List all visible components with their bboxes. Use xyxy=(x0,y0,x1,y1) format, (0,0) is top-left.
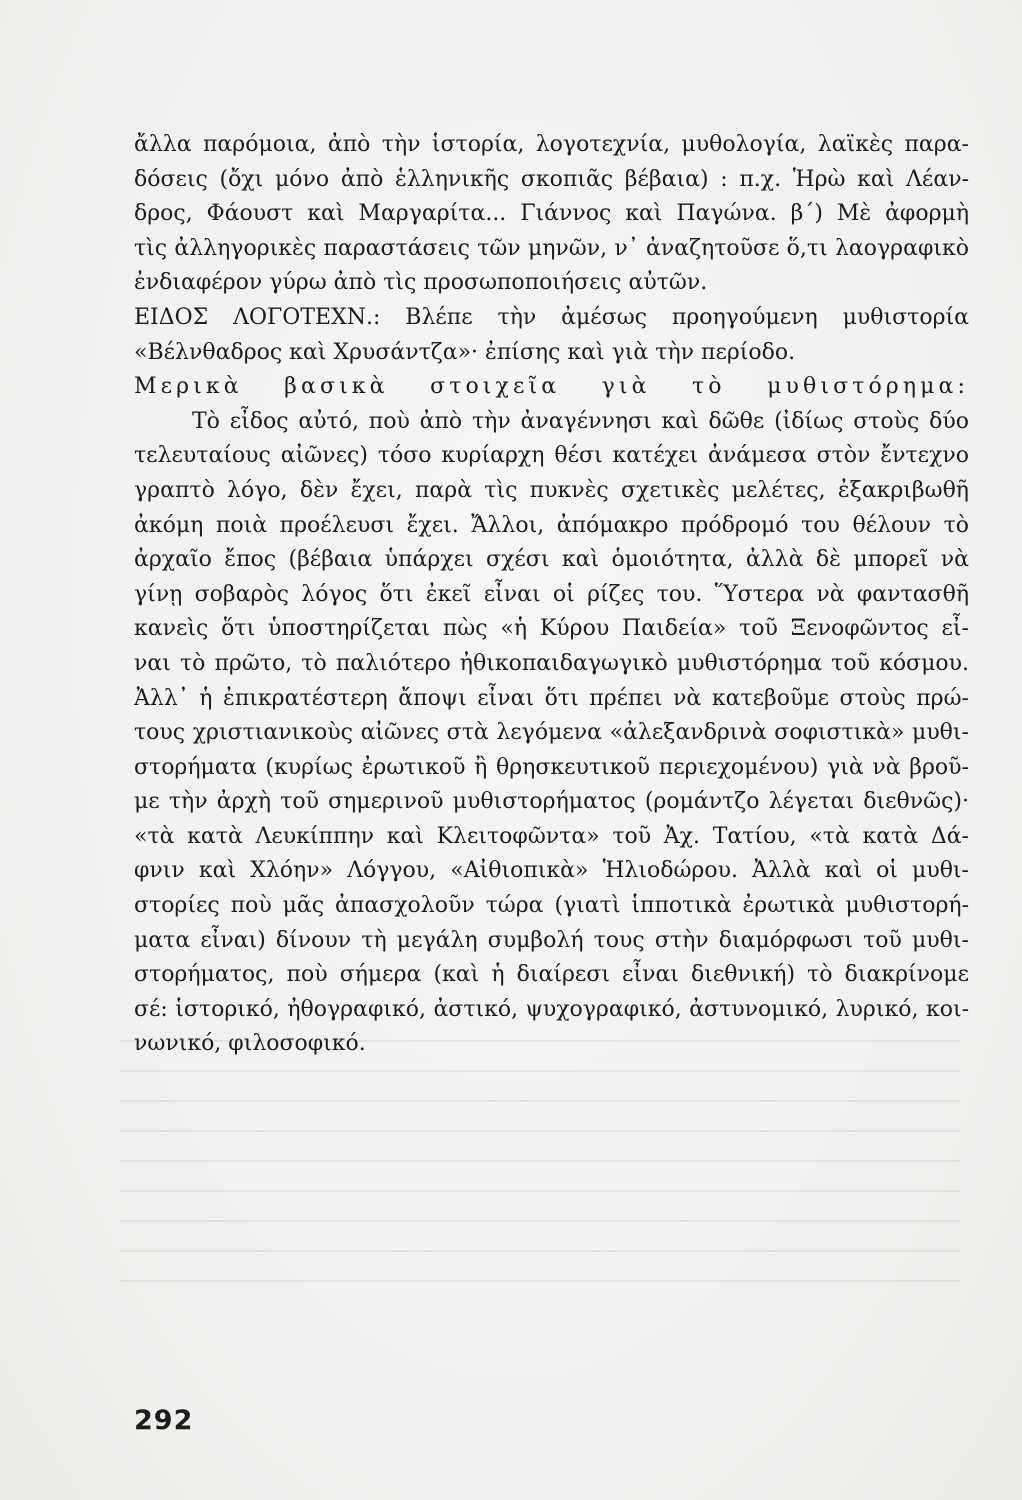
text-line: «Βέλνθαδρος καὶ Χρυσάντζα»· ἐπίσης καὶ γιὰ τὴν περίοδο. xyxy=(134,339,796,365)
text-line: γίνῃ σοβαρὸς λόγος ὅτι ἐκεῖ εἶναι οἱ ρίζες του. Ὕστερα νὰ φαντασθῆ xyxy=(134,581,969,607)
text-line: φνιν καὶ Χλόην» Λόγγου, «Αἰθιοπικὰ» Ἡλιοδώρου. Ἀλλὰ καὶ οἱ μυθι- xyxy=(134,858,969,884)
text-line: κανεὶς ὅτι ὑποστηρίζεται πὼς «ἡ Κύρου Παιδεία» τοῦ Ξενοφῶντος εἶ- xyxy=(134,616,969,642)
text-line: ἀρχαῖο ἔπος (βέβαια ὑπάρχει σχέσι καὶ ὁμοιότητα, ἀλλὰ δὲ μπορεῖ νὰ xyxy=(134,547,969,573)
text-line: με τὴν ἀρχὴ τοῦ σημερινοῦ μυθιστορήματος (ρομάντζο λέγεται διεθνῶς)· xyxy=(134,789,969,815)
text-line: ἀκόμη ποιὰ προέλευσι ἔχει. Ἄλλοι, ἀπόμακρο πρόδρομό του θέλουν τὸ xyxy=(134,512,969,538)
text-line: στορήματα (κυρίως ἐρωτικοῦ ἢ θρησκευτικοῦ περιεχομένου) γιὰ νὰ βροῦ- xyxy=(134,754,969,780)
page-number: 292 xyxy=(134,1405,194,1436)
section-heading-line: ΕΙΔΟΣ ΛΟΓΟΤΕΧΝ.: Βλέπε τὴν ἀμέσως προηγούμενη μυθιστορία xyxy=(134,304,969,330)
text-line: τους χριστιανικοὺς αἰῶνες στὰ λεγόμενα «ἀλεξανδρινὰ σοφιστικὰ» μυθι- xyxy=(134,720,969,746)
text-line: στορίες ποὺ μᾶς ἀπασχολοῦν τώρα (γιατὶ ἱπποτικὰ ἐρωτικὰ μυθιστορή- xyxy=(134,893,969,919)
text-line: «τὰ κατὰ Λευκίππην καὶ Κλειτοφῶντα» τοῦ Ἀχ. Τατίου, «τὰ κατὰ Δά- xyxy=(134,823,969,849)
text-line: Ἀλλ᾽ ἡ ἐπικρατέστερη ἄποψι εἶναι ὅτι πρέπει νὰ κατεβοῦμε στοὺς πρώ- xyxy=(134,685,969,711)
text-line: ναι τὸ πρῶτο, τὸ παλιότερο ἠθικοπαιδαγωγικὸ μυθιστόρημα τοῦ κόσμου. xyxy=(134,650,969,676)
text-line: νωνικό, φιλοσοφικό. xyxy=(134,1031,366,1057)
text-line: ἄλλα παρόμοια, ἀπὸ τὴν ἱστορία, λογοτεχνία, μυθολογία, λαϊκὲς παρα- xyxy=(134,132,969,157)
text-line: ἐνδιαφέρον γύρω ἀπὸ τὶς προσωποποιήσεις αὐτῶν. xyxy=(134,270,708,296)
text-line: στορήματος, ποὺ σήμερα (καὶ ἡ διαίρεσι εἶναι διεθνική) τὸ διακρίνομε xyxy=(134,962,969,988)
text-line: δόσεις (ὄχι μόνο ἀπὸ ἑλληνικῆς σκοπιᾶς βέβαια) : π.χ. Ἡρὼ καὶ Λέαν- xyxy=(134,166,969,192)
text-line: ματα εἶναι) δίνουν τὴ μεγάλη συμβολή τους στὴν διαμόρφωσι τοῦ μυθι- xyxy=(134,927,969,953)
text-line: γραπτὸ λόγο, δὲν ἔχει, παρὰ τὶς πυκνὲς σχετικὲς μελέτες, ἐξακριβωθῆ xyxy=(134,477,969,503)
bleed-through-texture xyxy=(120,1040,960,1340)
text-line: τὶς ἀλληγορικὲς παραστάσεις τῶν μηνῶν, ν᾽ ἀναζητοῦσε ὅ,τι λαογραφικὸ xyxy=(134,235,969,261)
text-line: σέ: ἱστορικό, ἠθογραφικό, ἀστικό, ψυχογραφικό, ἀστυνομικό, λυρικό, κοι- xyxy=(134,996,969,1022)
text-line: δρος, Φάουστ καὶ Μαργαρίτα... Γιάννος καὶ Παγώνα. β΄) Μὲ ἀφορμὴ xyxy=(134,201,969,227)
body-text xyxy=(134,128,969,1062)
text-line: τελευταίους αἰῶνες) τόσο κυρίαρχη θέσι κατέχει ἀνάμεσα στὸν ἔντεχνο xyxy=(134,443,969,469)
paragraph-first-line: Τὸ εἶδος αὐτό, ποὺ ἀπὸ τὴν ἀναγέννησι καὶ δῶθε (ἰδίως στοὺς δύο xyxy=(192,408,969,434)
spaced-heading-line: Μερικὰ βασικὰ στοιχεῖα γιὰ τὸ μυθιστόρημα: xyxy=(134,374,969,400)
